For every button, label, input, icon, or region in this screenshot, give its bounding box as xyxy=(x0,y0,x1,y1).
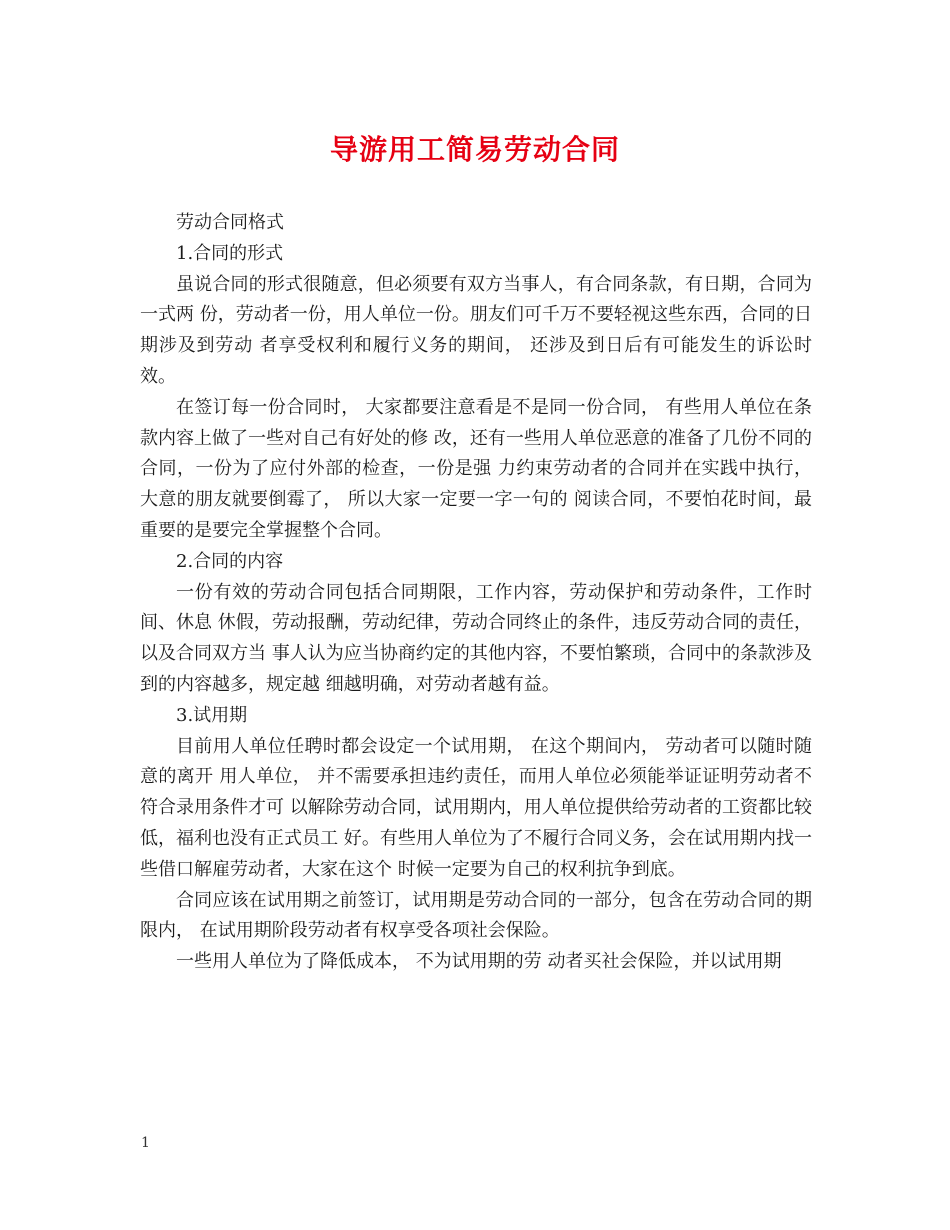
section-heading-content: 2.合同的内容 xyxy=(176,550,284,572)
paragraph: 在签订每一份合同时， 大家都要注意看是不是同一份合同， 有些用人单位在条款内容上做了一些对自己有好处的修 改，还有一些用人单位恶意的准备了几份不同的合同，一份为了应付外部的检查，一份是强 力约束劳动者的合同并在实践中执行， 大意的朋友就要倒霉了， 所以大家一定要一字一句的 阅读合同，不要怕花时间，最重要的是要完全掌握整个合同。 xyxy=(140,396,812,541)
section-heading-form: 1.合同的形式 xyxy=(176,242,284,264)
paragraph: 合同应该在试用期之前签订，试用期是劳动合同的一部分，包含在劳动合同的期限内， 在试用期阶段劳动者有权享受各项社会保险。 xyxy=(140,889,812,942)
document-body xyxy=(140,208,812,978)
section-heading-format: 劳动合同格式 xyxy=(176,212,284,233)
paragraph: 一份有效的劳动合同包括合同期限，工作内容，劳动保护和劳动条件，工作时间、休息 休假，劳动报酬，劳动纪律，劳动合同终止的条件，违反劳动合同的责任，以及合同双方当 事人认为应当协商约定的其他内容，不要怕繁琐，合同中的条款涉及到的内容越多，规定越 细越明确，对劳动者越有益。 xyxy=(140,581,812,695)
section-heading-probation: 3.试用期 xyxy=(176,704,248,726)
paragraph: 一些用人单位为了降低成本， 不为试用期的劳 动者买社会保险，并以试用期 xyxy=(176,951,782,973)
page-number: 1 xyxy=(141,1135,150,1151)
paragraph: 目前用人单位任聘时都会设定一个试用期， 在这个期间内， 劳动者可以随时随意的离开 用人单位， 并不需要承担违约责任，而用人单位必须能举证证明劳动者不符合录用条件才可 以解除劳动合同，试用期内，用人单位提供给劳动者的工资都比较低，福利也没有正式员工 好。有些用人单位为了不履行合同义务，会在试用期内找一些借口解雇劳动者，大家在这个 时候一定要为自己的权利抗争到底。 xyxy=(140,735,812,880)
document-title: 导游用工简易劳动合同 xyxy=(329,133,620,166)
paragraph: 虽说合同的形式很随意，但必须要有双方当事人，有合同条款，有日期，合同为一式两 份，劳动者一份，用人单位一份。朋友们可千万不要轻视这些东西，合同的日期涉及到劳动 者享受权利和履行义务的期间， 还涉及到日后有可能发生的诉讼时效。 xyxy=(140,273,812,387)
